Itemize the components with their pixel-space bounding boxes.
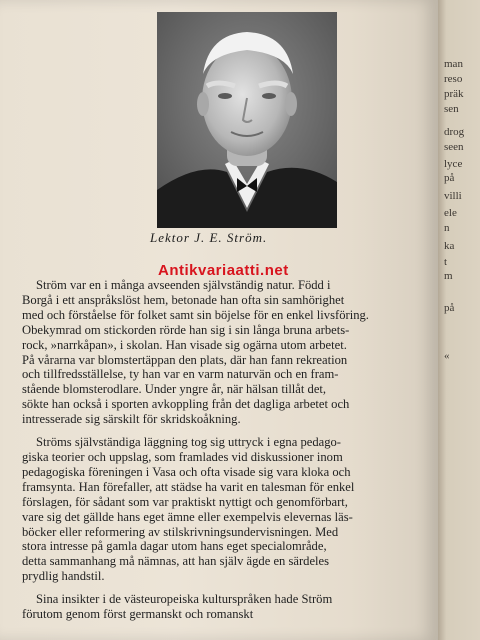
text-line: På vårarna var blomstertäppan den plats, där han fann rekreation — [22, 352, 348, 367]
text-line: stora intresse på gamla dagar utom hans eget specialområde, — [22, 539, 327, 554]
text-line: pedagogiska föreningen i Vasa och ofta visade sig vara kloka och — [22, 464, 351, 479]
text-fragment: präk — [444, 88, 464, 100]
watermark-text: Antikvariaatti.net — [158, 262, 289, 279]
book-page-right-edge — [438, 0, 480, 640]
text-fragment: « — [444, 350, 450, 362]
text-line: rock, »narrkåpan», i skolan. Han visade sig ogärna utom arbetet. — [22, 337, 347, 352]
text-line: Sina insikter i de västeuropeiska kulturspråken hade Ström — [36, 592, 333, 607]
text-line: och tillfredsställelse, ty han var en varm naturvän och en fram- — [22, 367, 339, 382]
text-line: Ström var en i många avseenden självständig natur. Född i — [36, 278, 331, 292]
text-line: stående blomsterodlare. Under yngre år, när hälsan tillåt det, — [22, 382, 327, 397]
text-line: förslagen, för sådant som var praktiskt nyttigt och genomförbart, — [22, 494, 348, 509]
text-fragment: drog — [444, 126, 465, 138]
text-line: Obekymrad om stickorden rörde han sig i sin långa bruna arbets- — [22, 322, 350, 337]
text-line: böcker eller reformering av stilskrivningsundervisningen. Med — [22, 524, 339, 539]
text-fragment: m — [444, 270, 453, 282]
text-fragment: villi — [444, 190, 462, 202]
text-line: intresserade sig särskilt för skridskoåkning. — [22, 412, 241, 427]
text-fragment: reso — [444, 73, 463, 85]
text-line: Borgå i ett anspråkslöst hem, betonade han ofta sin samhörighet — [22, 292, 345, 307]
text-fragment: n — [444, 222, 450, 234]
text-line: framsynta. Han förefaller, att städse ha varit en talesman för enkel — [22, 479, 355, 494]
text-line: giska teorier och uppslag, som framlades vid diskussioner inom — [22, 449, 343, 464]
text-fragment: på — [444, 302, 455, 314]
text-fragment: ka — [444, 240, 455, 252]
text-line: vare sig det gällde hans eget ämne eller exempelvis elevernas läs- — [22, 509, 353, 524]
text-fragment: seen — [444, 141, 464, 153]
body-text — [22, 278, 438, 622]
text-line: med och förståelse för folket samt sin böjelse för en enkel livsföring. — [22, 307, 369, 322]
text-fragment: på — [444, 172, 455, 184]
text-fragment: sen — [444, 103, 459, 115]
portrait-photo — [157, 12, 337, 228]
text-line: sökte han också i sporten avkoppling från det dagliga arbetet och — [22, 397, 350, 412]
text-line: Ströms självständiga läggning tog sig uttryck i egna pedago- — [36, 435, 341, 450]
text-fragment: t — [444, 256, 448, 268]
text-fragment: lyce — [444, 158, 463, 170]
photo-caption: Lektor J. E. Ström. — [150, 230, 268, 245]
text-line: prydlig handstil. — [22, 569, 105, 584]
text-line: detta sammanhang må nämnas, att han själv ägde en särdeles — [22, 554, 330, 569]
text-fragment: ele — [444, 207, 457, 219]
text-line: förutom genom först germanskt och romanskt — [22, 607, 254, 622]
text-fragment: man — [444, 58, 463, 70]
